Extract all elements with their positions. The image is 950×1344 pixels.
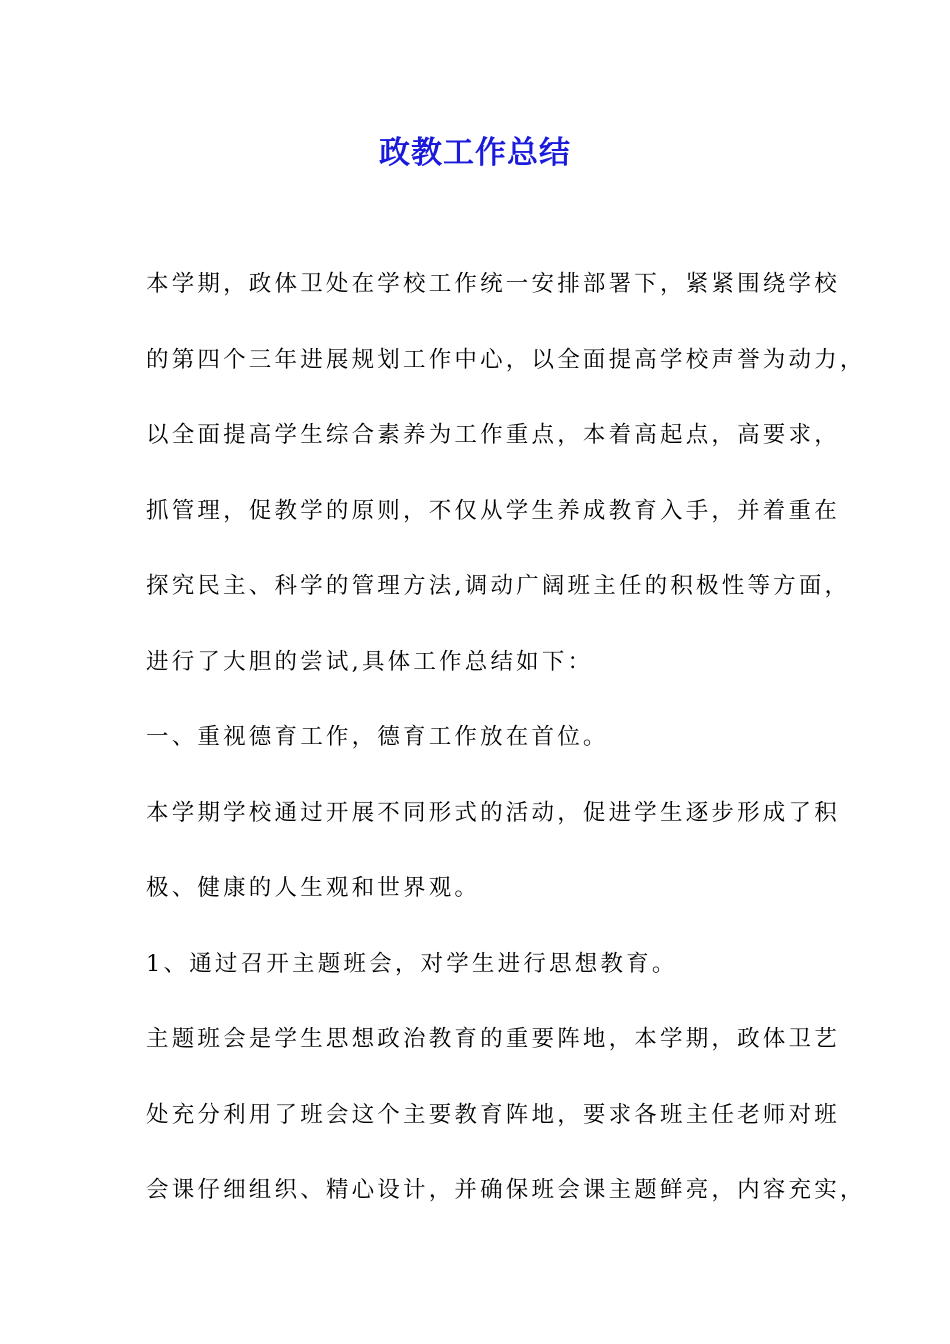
paragraph-line: 抓管理，促教学的原则，不仅从学生养成教育入手，并着重在	[146, 497, 840, 524]
paragraph-line: 处充分利用了班会这个主要教育阵地，要求各班主任老师对班	[146, 1101, 840, 1128]
paragraph-line: 探究民主、科学的管理方法,调动广阔班主任的积极性等方面，	[146, 573, 851, 599]
paragraph-line: 本学期，政体卫处在学校工作统一安排部署下，紧紧围绕学校	[146, 271, 840, 297]
paragraph-line: 极、健康的人生观和世界观。	[146, 875, 481, 901]
document-body	[146, 264, 866, 1246]
paragraph-line: 以全面提高学生综合素养为工作重点，本着高起点，高要求，	[146, 422, 840, 448]
paragraph-line: 进行了大胆的尝试,具体工作总结如下：	[146, 648, 594, 675]
paragraph-line: 本学期学校通过开展不同形式的活动，促进学生逐步形成了积	[146, 799, 840, 826]
section-heading: 一、重视德育工作，德育工作放在首位。	[146, 724, 609, 750]
subsection-heading: 1、通过召开主题班会，对学生进行思想教育。	[146, 950, 678, 977]
document-title: 政教工作总结	[379, 135, 571, 171]
paragraph-line: 主题班会是学生思想政治教育的重要阵地，本学期，政体卫艺	[146, 1026, 840, 1052]
paragraph-line: 会课仔细组织、精心设计，并确保班会课主题鲜亮，内容充实，	[146, 1177, 866, 1203]
paragraph-line: 的第四个三年进展规划工作中心，以全面提高学校声誉为动力，	[146, 346, 866, 373]
